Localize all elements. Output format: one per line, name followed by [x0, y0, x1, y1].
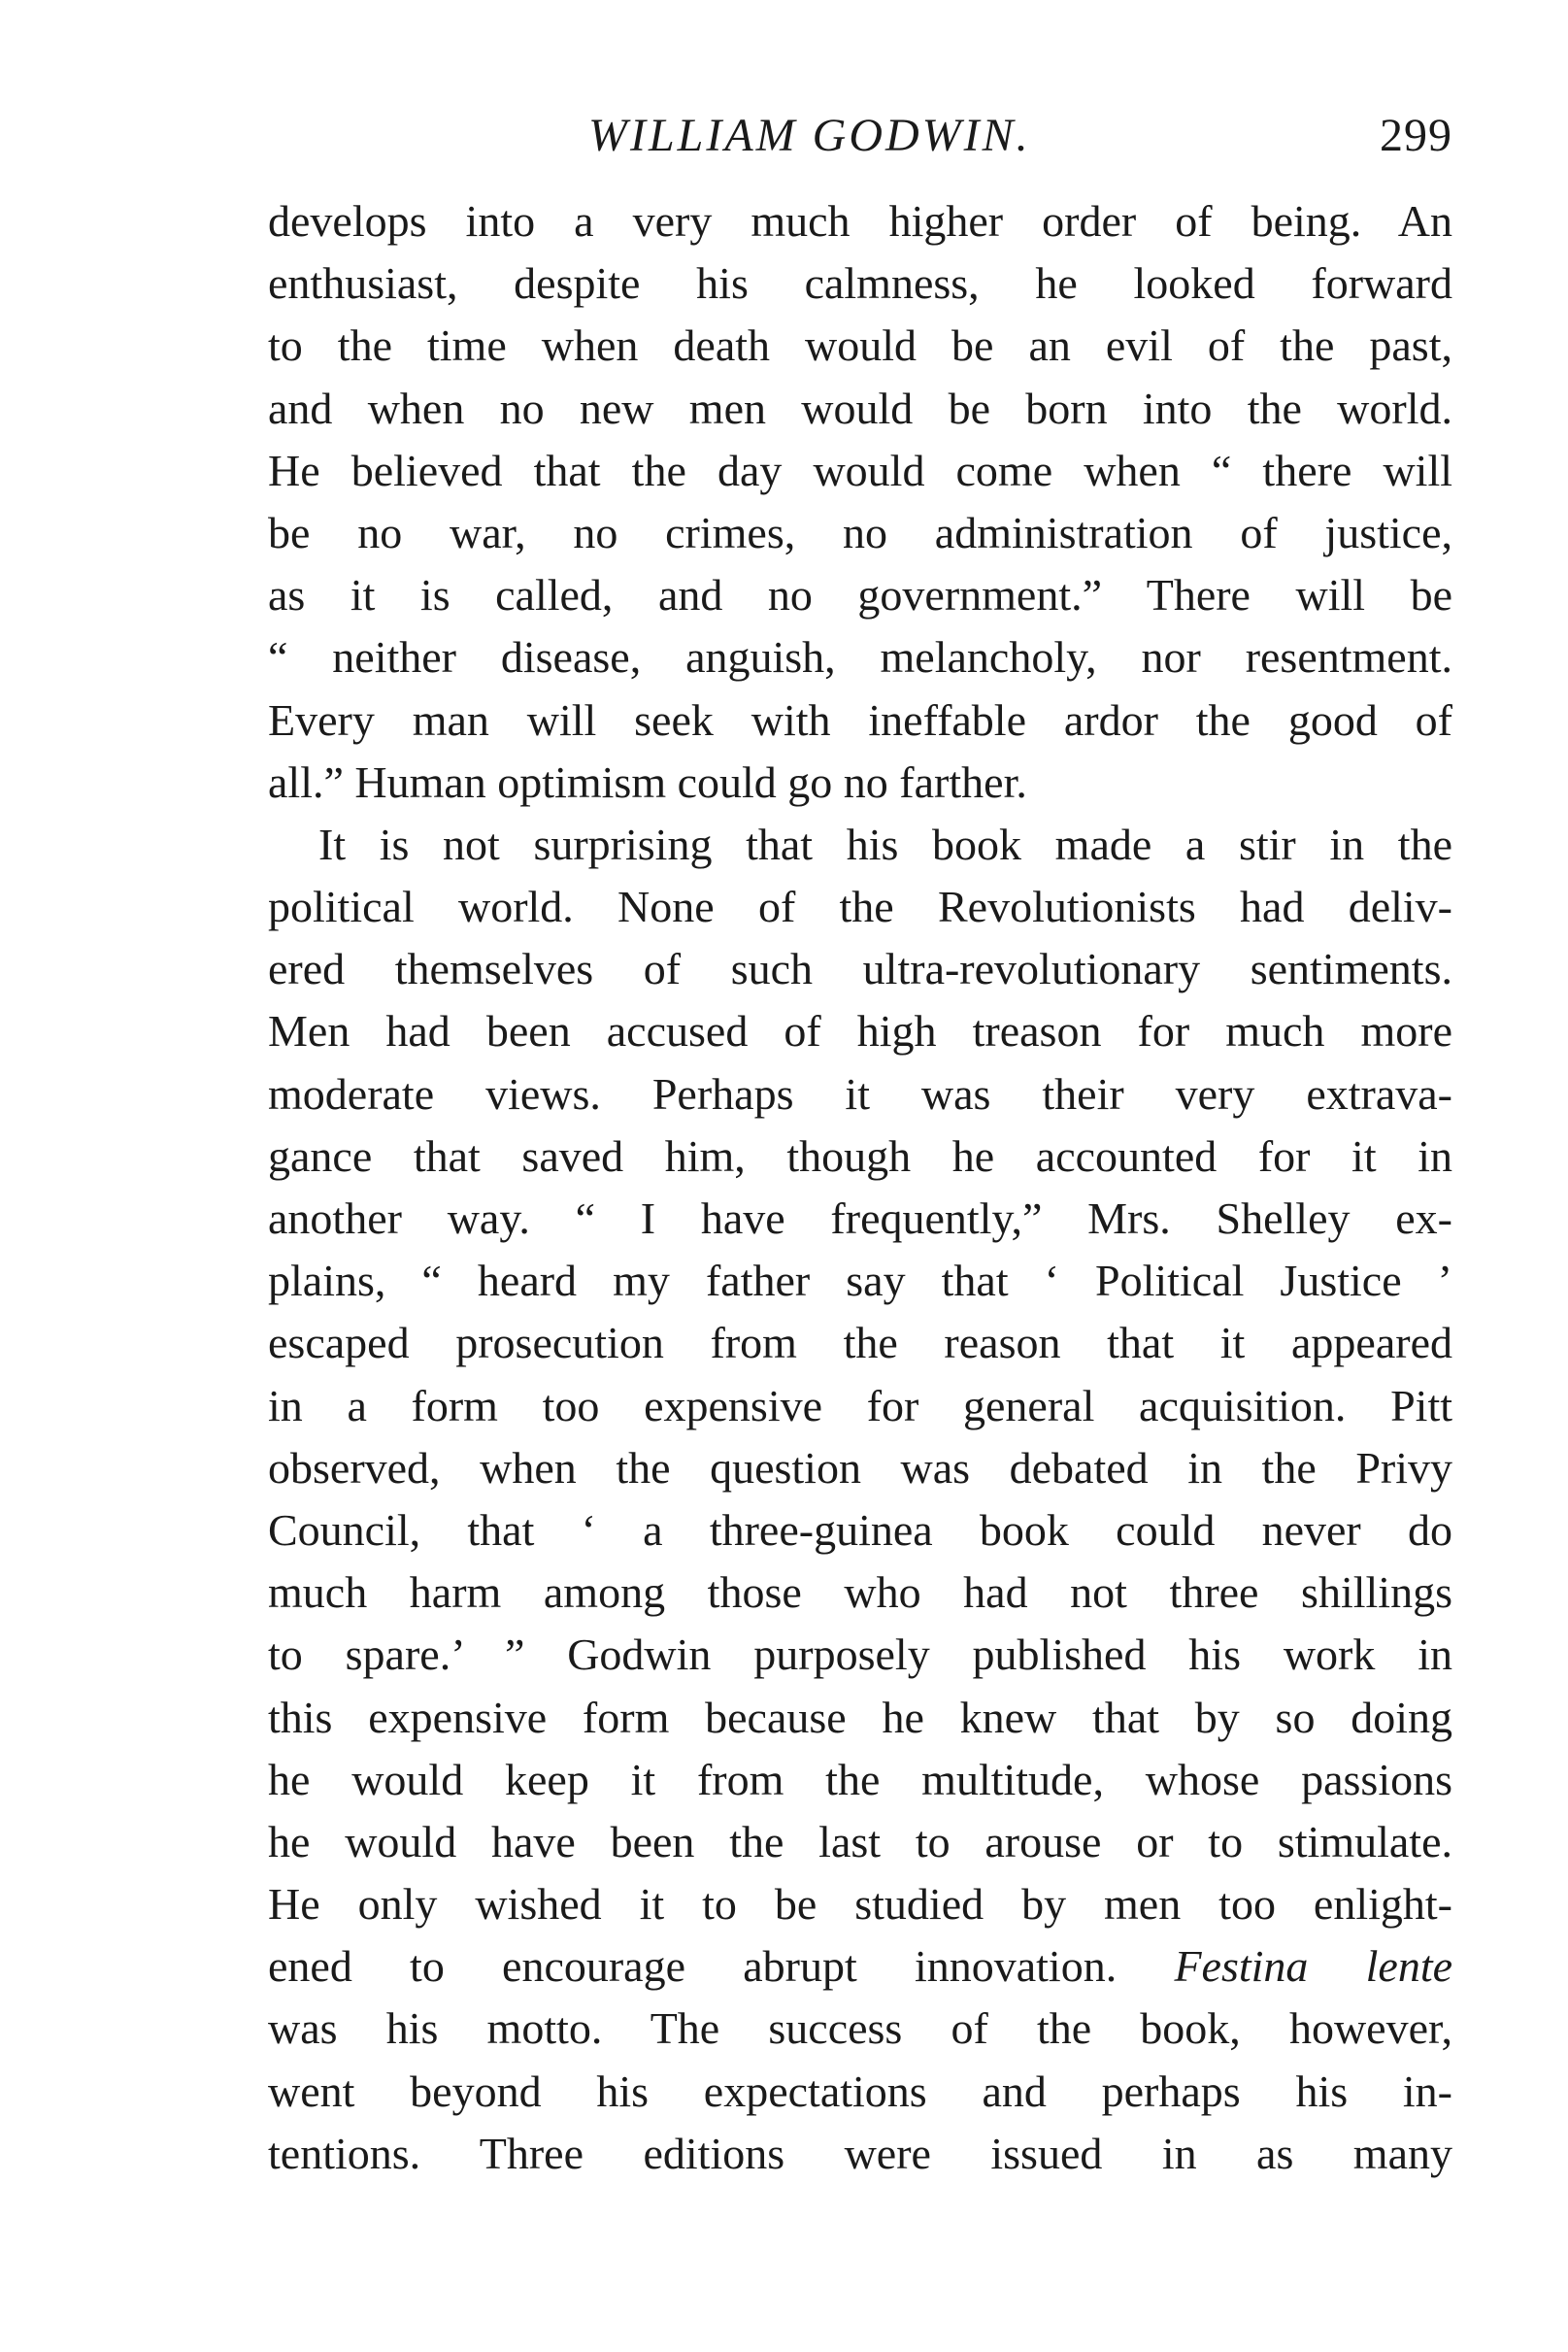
text-line: as it is called, and no government.” There will be — [268, 570, 1452, 621]
text-line: “ neither disease, anguish, melancholy, nor resentment. — [268, 632, 1452, 683]
text-line: tentions. Three editions were issued in as many — [268, 2128, 1452, 2178]
text-line: observed, when the question was debated in the Privy — [268, 1442, 1452, 1493]
text-line: gance that saved him, though he accounted for it in — [268, 1130, 1452, 1181]
italic-phrase: Festina lente — [1174, 1941, 1452, 1992]
text-line: went beyond his expectations and perhaps his in- — [268, 2066, 1452, 2116]
text-line: escaped prosecution from the reason that it appeared — [268, 1318, 1452, 1368]
text-line: be no war, no crimes, no administration of justice, — [268, 507, 1452, 557]
text-line: in a form too expensive for general acquisition. Pitt — [268, 1380, 1452, 1430]
text-line: much harm among those who had not three shillings — [268, 1567, 1452, 1618]
body-text — [268, 190, 1452, 2185]
paragraph-start-line: It is not surprising that his book made a stir in the — [318, 819, 1452, 869]
text-line: moderate views. Perhaps it was their very extrava- — [268, 1068, 1452, 1119]
text-line: develops into a very much higher order of being. An — [268, 196, 1452, 246]
text-line: another way. “ I have frequently,” Mrs. Shelley ex- — [268, 1193, 1452, 1243]
text-line: to the time when death would be an evil of the past, — [268, 320, 1452, 371]
text-line: ered themselves of such ultra-revolutionary sentiments. — [268, 944, 1452, 994]
text-line: plains, “ heard my father say that ‘ Political Justice ’ — [268, 1256, 1452, 1306]
page-number: 299 — [1380, 110, 1452, 161]
running-title: WILLIAM GODWIN. — [588, 110, 1031, 161]
text-line: He only wished it to be studied by men too enlight- — [268, 1879, 1452, 1930]
running-head — [268, 97, 1452, 175]
text-line: and when no new men would be born into the world. — [268, 383, 1452, 433]
text-line: Council, that ‘ a three-guinea book could never do — [268, 1504, 1452, 1555]
text-line: to spare.’ ” Godwin purposely published his work in — [268, 1630, 1452, 1680]
text-line: Men had been accused of high treason for much more — [268, 1006, 1452, 1057]
text-line-with-italic — [268, 1935, 1452, 1998]
text-line: political world. None of the Revolutionists had deliv- — [268, 882, 1452, 932]
text-line: was his motto. The success of the book, however, — [268, 2003, 1452, 2054]
text-line: this expensive form because he knew that by so doing — [268, 1692, 1452, 1742]
text-segment: ened to encourage abrupt innovation. — [268, 1941, 1118, 1992]
paragraph-end-line: all.” Human optimism could go no farther. — [268, 756, 1027, 807]
text-line: he would have been the last to arouse or to stimulate. — [268, 1816, 1452, 1866]
text-line: Every man will seek with ineffable ardor the good of — [268, 694, 1452, 745]
text-line: He believed that the day would come when “ there will — [268, 445, 1452, 495]
text-line: he would keep it from the multitude, whose passions — [268, 1754, 1452, 1804]
text-line: enthusiast, despite his calmness, he looked forward — [268, 258, 1452, 309]
